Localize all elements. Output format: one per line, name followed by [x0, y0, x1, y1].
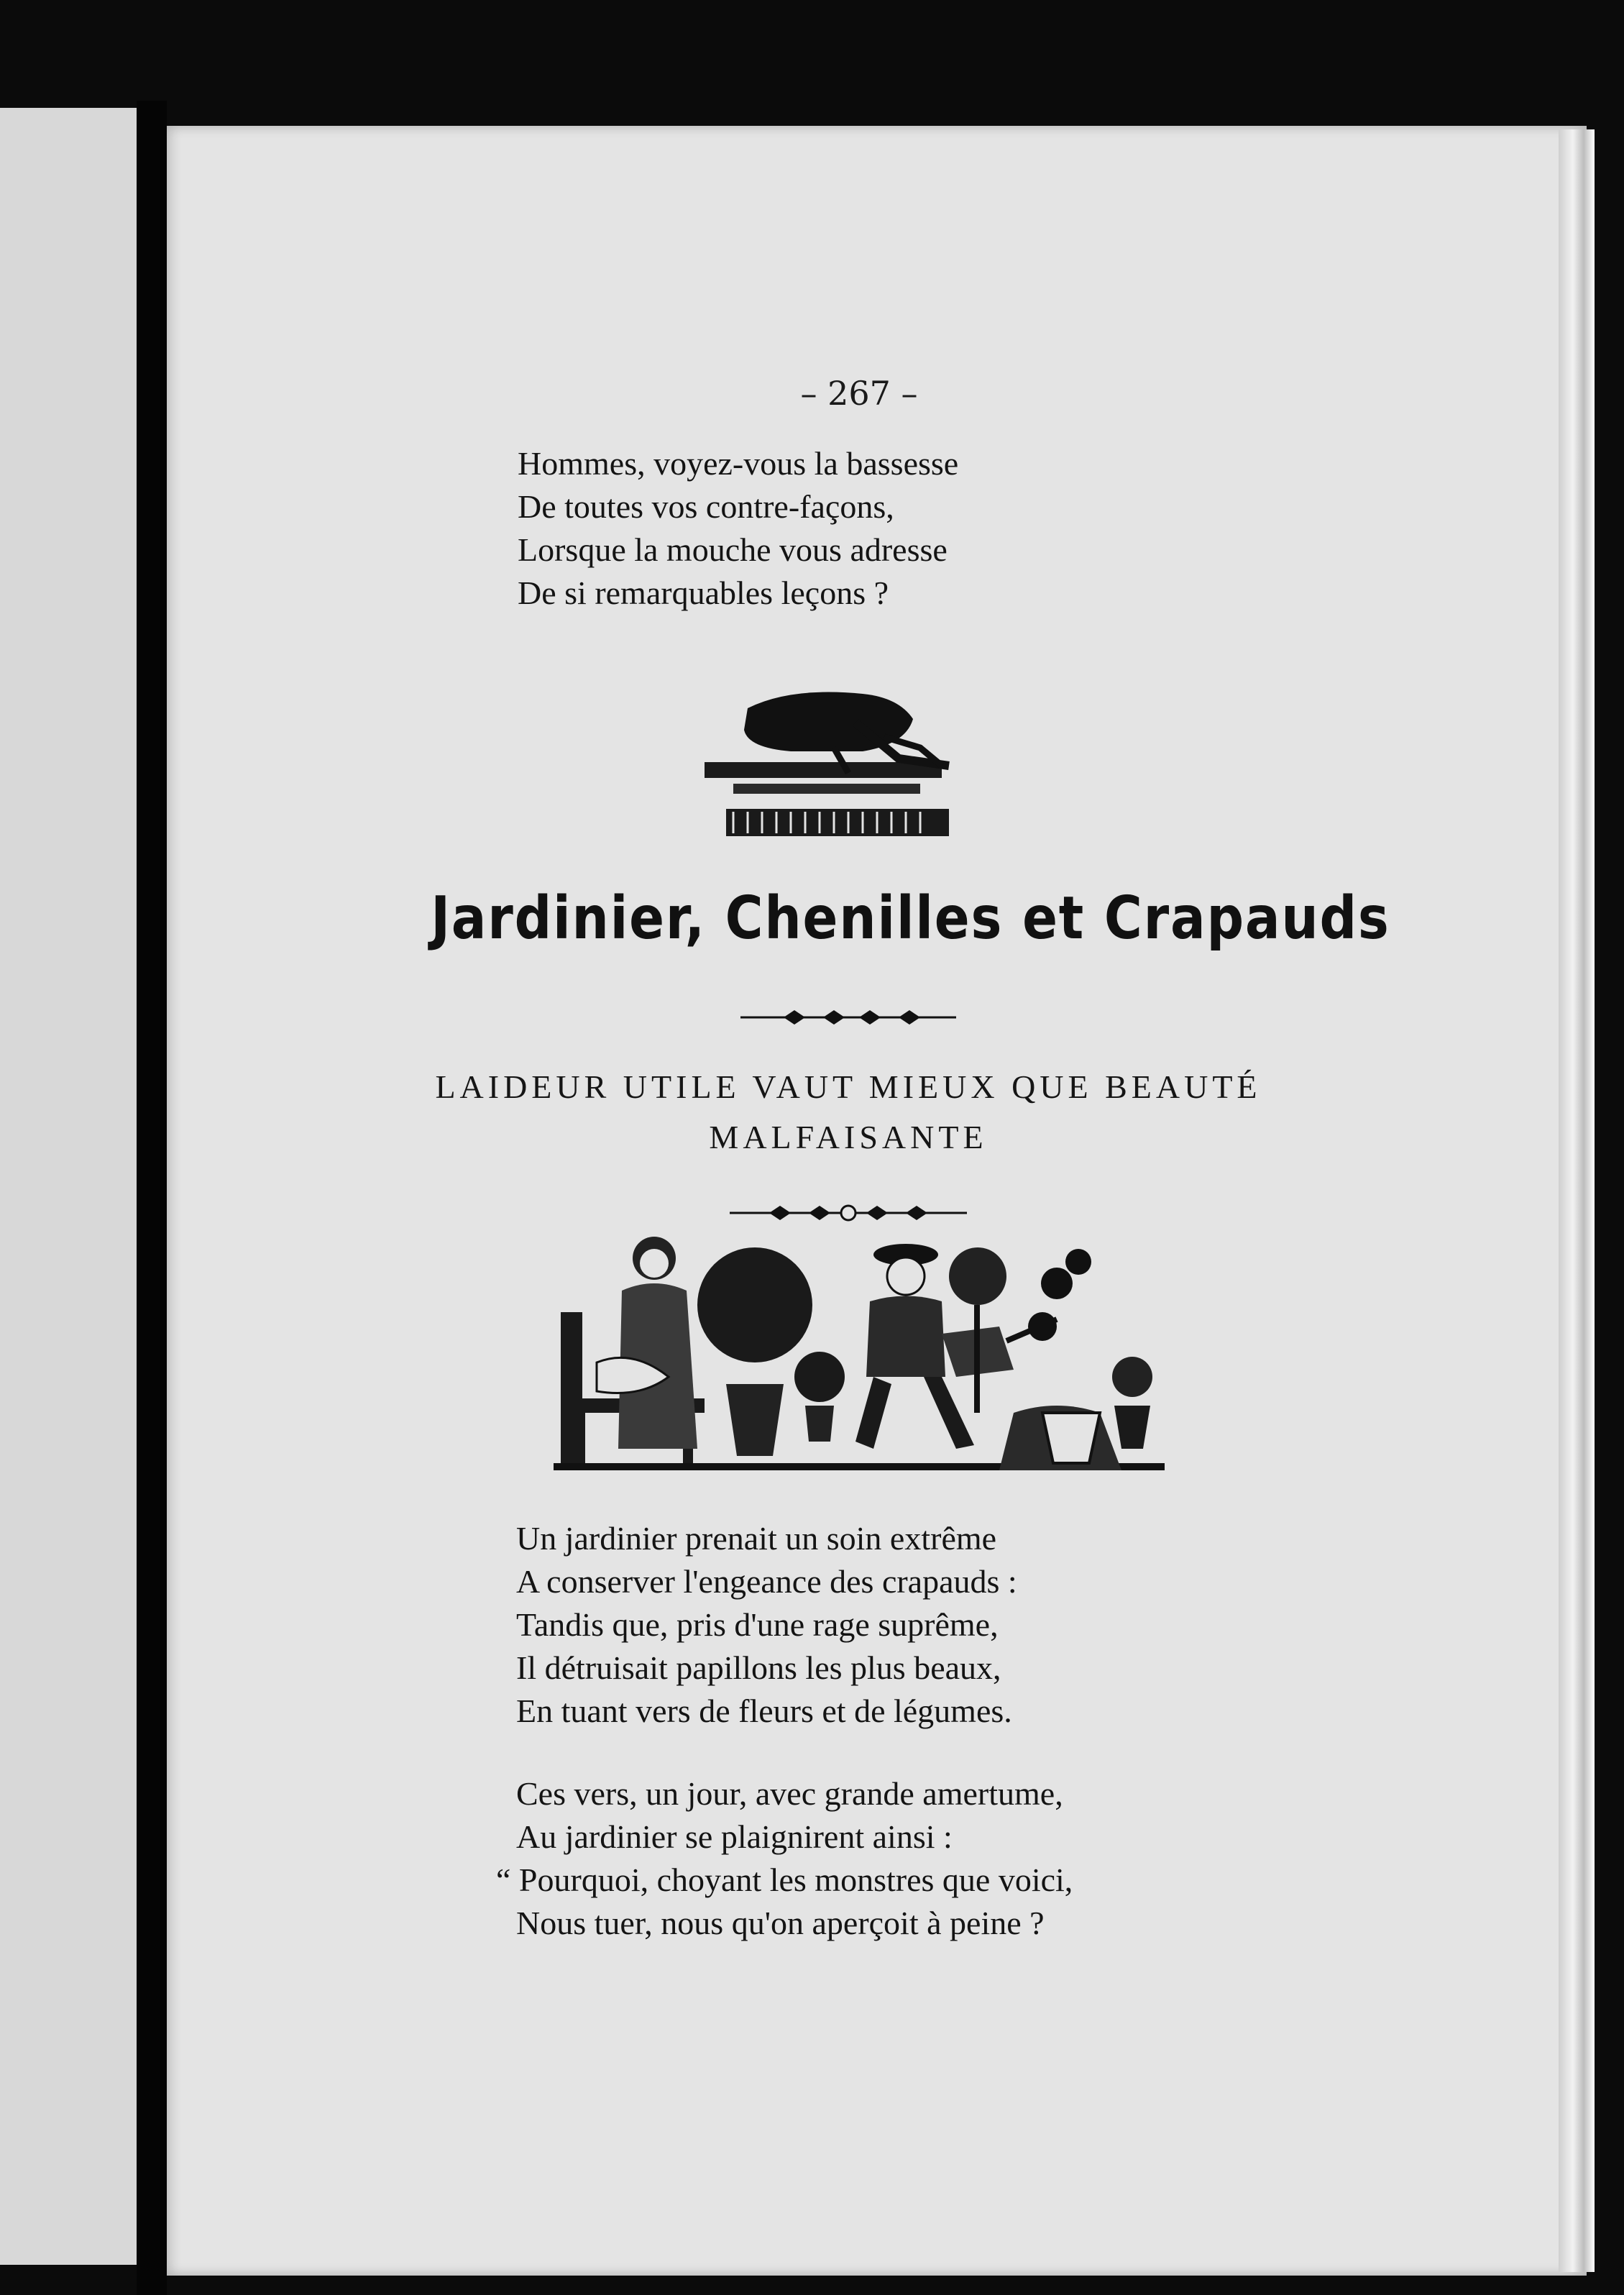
grasshopper-vignette-icon	[705, 679, 978, 845]
verse-closing-previous-fable	[518, 442, 958, 615]
verse-line: En tuant vers de fleurs et de légumes.	[516, 1692, 1012, 1729]
verse-line: Tandis que, pris d'une rage suprême,	[516, 1606, 999, 1643]
moral-subtitle: MALFAISANTE	[709, 1119, 988, 1155]
verse-line: Il détruisait papillons les plus beaux,	[516, 1649, 1001, 1686]
verse-line: De si remarquables leçons ?	[518, 574, 889, 611]
facing-page-edge	[0, 108, 141, 2265]
ornamental-divider	[730, 1201, 967, 1225]
verse-line: Ces vers, un jour, avec grande amertume,	[516, 1775, 1063, 1812]
moral-subtitle: LAIDEUR UTILE VAUT MIEUX QUE BEAUTÉ	[435, 1068, 1262, 1105]
stanza-two	[496, 1772, 1073, 1945]
fable-title: Jardinier, Chenilles et Crapauds	[431, 884, 1390, 953]
verse-line: “ Pourquoi, choyant les monstres que voici,	[496, 1861, 1073, 1898]
stanza-one	[516, 1517, 1017, 1733]
verse-line: Lorsque la mouche vous adresse	[518, 531, 948, 568]
verse-line: Un jardinier prenait un soin extrême	[516, 1520, 997, 1557]
verse-line: Au jardinier se plaignirent ainsi :	[516, 1818, 953, 1855]
verse-line: A conserver l'engeance des crapauds :	[516, 1563, 1017, 1600]
page-number: – 267 –	[800, 374, 918, 413]
ornamental-divider	[740, 1007, 956, 1028]
gardener-engraving-icon	[554, 1233, 1165, 1478]
verse-line: Nous tuer, nous qu'on aperçoit à peine ?	[516, 1905, 1045, 1941]
verse-line: Hommes, voyez-vous la bassesse	[518, 445, 959, 482]
page-stack-edge	[1559, 129, 1595, 2272]
verse-line: De toutes vos contre-façons,	[518, 488, 894, 525]
book-gutter	[137, 101, 167, 2295]
